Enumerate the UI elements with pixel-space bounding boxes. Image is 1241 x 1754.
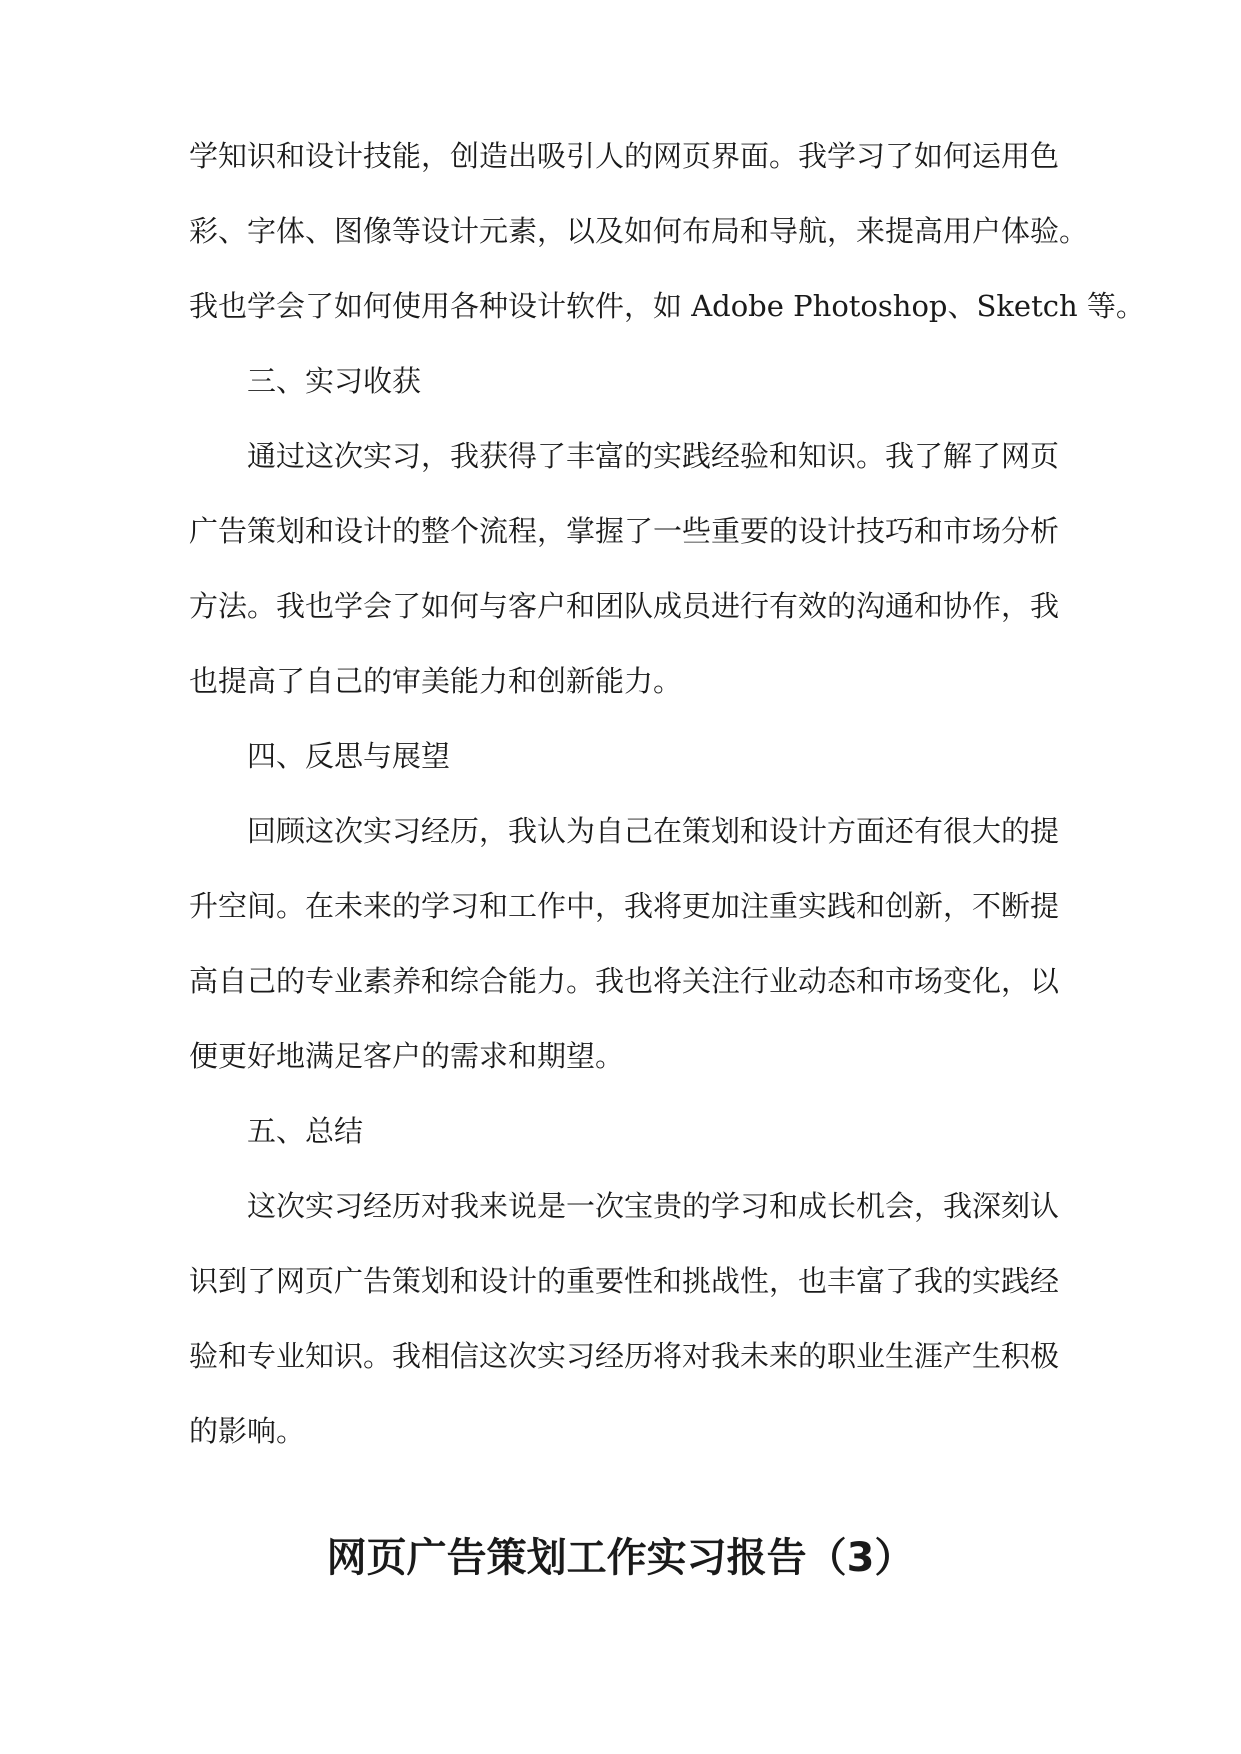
- paragraph-line: 学知识和设计技能，创造出吸引人的网页界面。我学习了如何运用色: [189, 139, 1060, 173]
- document-title: 网页广告策划工作实习报告（3）: [326, 1535, 915, 1581]
- paragraph-line: 方法。我也学会了如何与客户和团队成员进行有效的沟通和协作，我: [189, 589, 1060, 623]
- paragraph-line: 的影响。: [189, 1414, 306, 1448]
- paragraph-line: 通过这次实习，我获得了丰富的实践经验和知识。我了解了网页: [247, 439, 1060, 473]
- paragraph-line: 升空间。在未来的学习和工作中，我将更加注重实践和创新，不断提: [189, 889, 1060, 923]
- section-heading-summary: 五、总结: [247, 1114, 364, 1148]
- paragraph-line: 也提高了自己的审美能力和创新能力。: [189, 664, 683, 698]
- paragraph-line: 验和专业知识。我相信这次实习经历将对我未来的职业生涯产生积极: [189, 1339, 1060, 1373]
- paragraph-line: 广告策划和设计的整个流程，掌握了一些重要的设计技巧和市场分析: [189, 514, 1060, 548]
- paragraph-line: 识到了网页广告策划和设计的重要性和挑战性，也丰富了我的实践经: [189, 1264, 1060, 1298]
- paragraph-line: 这次实习经历对我来说是一次宝贵的学习和成长机会，我深刻认: [247, 1189, 1060, 1223]
- paragraph-line: 便更好地满足客户的需求和期望。: [189, 1039, 625, 1073]
- section-heading-reflection: 四、反思与展望: [247, 739, 451, 773]
- paragraph-line: 高自己的专业素养和综合能力。我也将关注行业动态和市场变化，以: [189, 964, 1060, 998]
- paragraph-line: 我也学会了如何使用各种设计软件，如 Adobe Photoshop、Sketch 等。: [189, 289, 1145, 323]
- section-heading-harvest: 三、实习收获: [247, 364, 422, 398]
- paragraph-line: 彩、字体、图像等设计元素，以及如何布局和导航，来提高用户体验。: [189, 214, 1089, 248]
- paragraph-line: 回顾这次实习经历，我认为自己在策划和设计方面还有很大的提: [247, 814, 1060, 848]
